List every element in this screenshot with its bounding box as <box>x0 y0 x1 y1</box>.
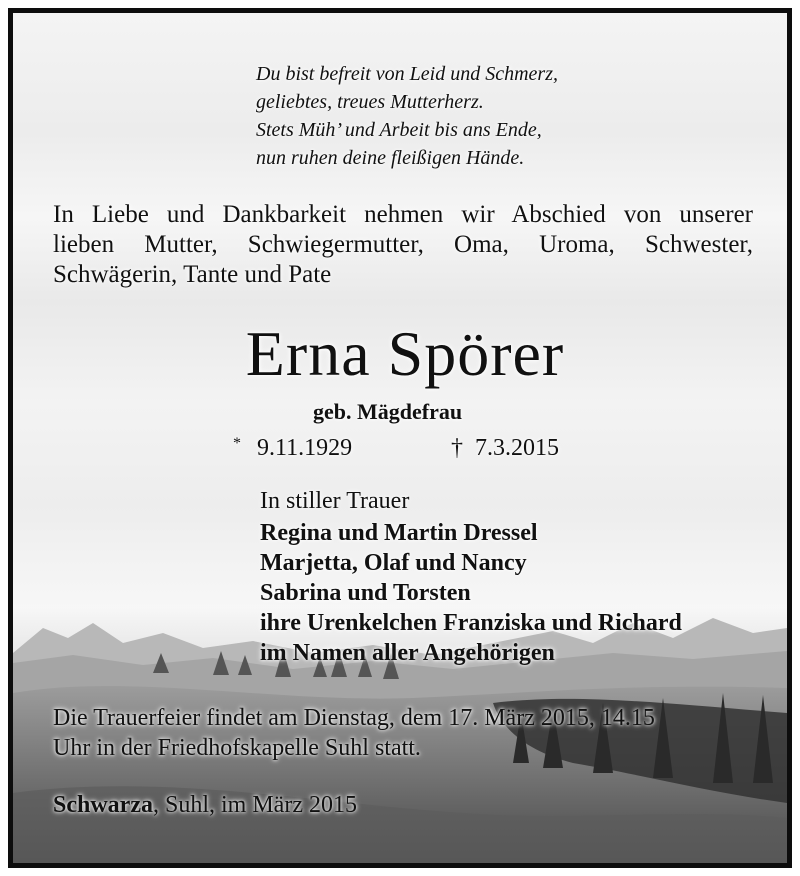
death-date: 7.3.2015 <box>475 435 559 461</box>
mourner-entry: Marjetta, Olaf und Nancy <box>260 550 527 576</box>
death-symbol: † <box>451 435 463 461</box>
birth-date: 9.11.1929 <box>257 435 353 461</box>
mourner-entry: Regina und Martin Dressel <box>260 520 538 546</box>
poem-line: nun ruhen deine fleißigen Hände. <box>256 147 525 169</box>
funeral-line: Uhr in der Friedhofskapelle Suhl statt. <box>53 735 421 761</box>
mourner-entry: ihre Urenkelchen Franziska und Richard <box>260 610 682 636</box>
intro-line: Schwägerin, Tante und Pate <box>53 261 332 288</box>
farewell-intro <box>53 200 753 290</box>
mourner-entry: Sabrina und Torsten <box>260 580 471 606</box>
mourner-list <box>260 518 682 668</box>
obituary-frame <box>8 8 792 868</box>
place-date: , Suhl, im März 2015 <box>152 792 357 818</box>
deceased-name: Erna Spörer <box>245 318 565 389</box>
funeral-notice <box>53 703 655 763</box>
poem-line: Stets Müh’ und Arbeit bis ans Ende, <box>256 119 542 141</box>
poem-line: geliebtes, treues Mutterherz. <box>256 91 484 113</box>
poem-line: Du bist befreit von Leid und Schmerz, <box>256 63 559 85</box>
maiden-name: geb. Mägdefrau <box>313 399 463 424</box>
mourner-entry: im Namen aller Angehörigen <box>260 640 555 666</box>
poem <box>256 60 558 172</box>
place-name: Schwarza <box>53 792 153 818</box>
intro-line: lieben Mutter, Schwiegermutter, Oma, Uroma, Schwester, <box>53 231 753 258</box>
intro-line: In Liebe und Dankbarkeit nehmen wir Abschied von unserer <box>53 201 753 228</box>
funeral-line: Die Trauerfeier findet am Dienstag, dem 17. März 2015, 14.15 <box>53 705 655 731</box>
birth-symbol: * <box>233 435 241 452</box>
place-and-date <box>53 789 357 821</box>
mourning-heading: In stiller Trauer <box>260 488 410 514</box>
